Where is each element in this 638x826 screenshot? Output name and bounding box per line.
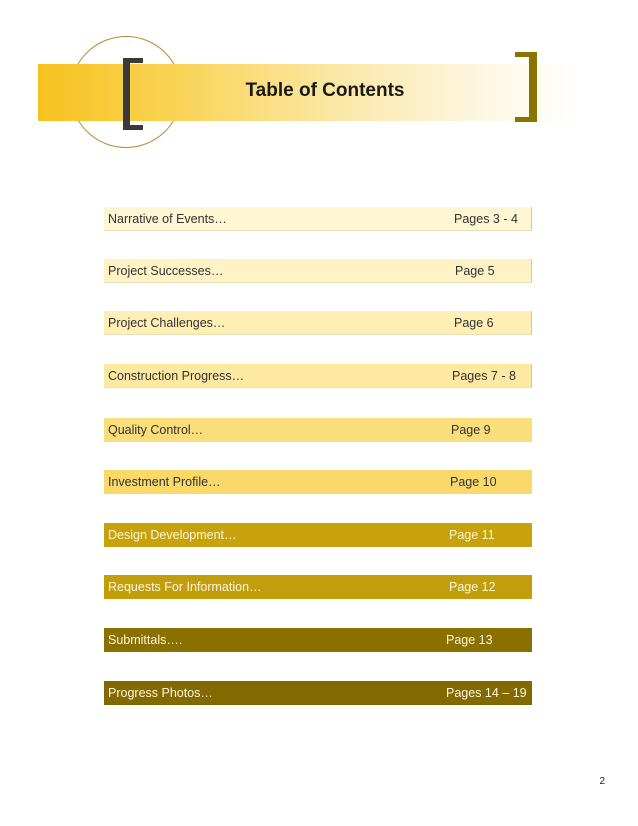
toc-page-ref: Page 6 <box>454 316 494 330</box>
toc-page-ref: Page 12 <box>449 580 496 594</box>
page-title: Table of Contents <box>245 80 405 101</box>
toc-page-ref: Pages 7 - 8 <box>452 369 516 383</box>
toc-row-investment[interactable] <box>104 470 532 494</box>
toc-label: Progress Photos… <box>108 686 213 700</box>
toc-page-ref: Page 10 <box>450 475 497 489</box>
toc-row-narrative[interactable] <box>104 207 532 231</box>
toc-row-rfi[interactable] <box>104 575 532 599</box>
toc-page-ref: Pages 14 – 19 <box>446 686 527 700</box>
toc-row-successes[interactable] <box>104 259 532 283</box>
toc-label: Project Challenges… <box>108 316 226 330</box>
toc-row-quality[interactable] <box>104 418 532 442</box>
toc-label: Requests For Information… <box>108 580 262 594</box>
toc-label: Project Successes… <box>108 264 224 278</box>
page-number: 2 <box>599 776 605 787</box>
right-bracket-ornament <box>515 52 537 122</box>
toc-page-ref: Pages 3 - 4 <box>454 212 518 226</box>
toc-page-ref: Page 9 <box>451 423 491 437</box>
toc-page-ref: Page 13 <box>446 633 493 647</box>
left-bracket-ornament <box>123 58 143 130</box>
toc-label: Construction Progress… <box>108 369 245 383</box>
toc-label: Narrative of Events… <box>108 212 227 226</box>
toc-page-ref: Page 11 <box>449 528 495 542</box>
toc-row-challenges[interactable] <box>104 311 532 335</box>
toc-row-photos[interactable] <box>104 681 532 705</box>
toc-label: Submittals…. <box>108 633 183 647</box>
toc-label: Quality Control… <box>108 423 204 437</box>
toc-label: Investment Profile… <box>108 475 221 489</box>
toc-row-construction[interactable] <box>104 364 532 388</box>
toc-row-design[interactable] <box>104 523 532 547</box>
toc-page-ref: Page 5 <box>455 264 495 278</box>
toc-row-submittals[interactable] <box>104 628 532 652</box>
toc-label: Design Development… <box>108 528 237 542</box>
